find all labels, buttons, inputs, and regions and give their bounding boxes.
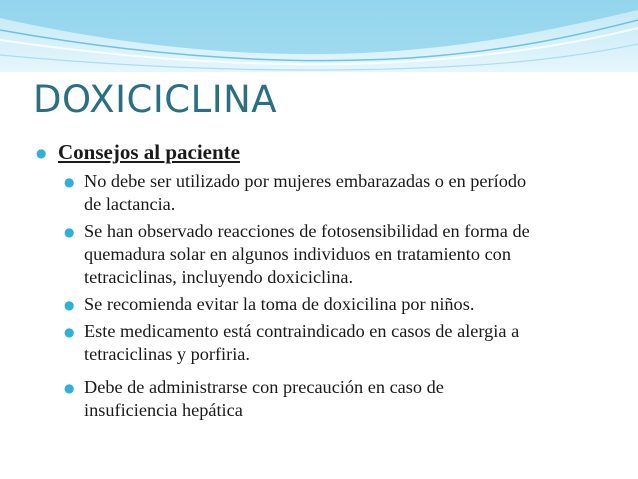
- bullet-icon: ●: [64, 325, 75, 339]
- list-item: [84, 170, 614, 216]
- list-item-line: Se recomienda evitar la toma de doxicilina por niños.: [84, 294, 475, 314]
- section-heading: Consejos al paciente: [58, 140, 240, 164]
- list-item: [84, 220, 614, 289]
- slide-title: DOXICICLINA: [33, 78, 278, 121]
- list-item-line: insuficiencia hepática: [84, 400, 243, 420]
- list-item-line: Este medicamento está contraindicado en casos de alergia a: [84, 321, 520, 341]
- list-item-line: Debe de administrarse con precaución en caso de: [84, 377, 444, 397]
- list-item: [84, 293, 614, 316]
- list-item-line: tetraciclinas y porfiria.: [84, 344, 250, 364]
- bullet-icon: ●: [64, 225, 75, 239]
- list-item-line: quemadura solar en algunos individuos en tratamiento con: [84, 244, 511, 264]
- bullet-icon: ●: [36, 146, 47, 160]
- bullet-icon: ●: [64, 175, 75, 189]
- bullet-icon: ●: [64, 381, 75, 395]
- bullet-icon: ●: [64, 298, 75, 312]
- list-item-line: No debe ser utilizado por mujeres embarazadas o en período: [84, 171, 527, 191]
- list-item-line: Se han observado reacciones de fotosensibilidad en forma de: [84, 221, 530, 241]
- decorative-banner: [0, 0, 638, 72]
- list-item: [84, 376, 614, 422]
- list-item-line: de lactancia.: [84, 194, 176, 214]
- list-item: [84, 320, 614, 366]
- list-item-line: tetraciclinas, incluyendo doxiciclina.: [84, 267, 354, 287]
